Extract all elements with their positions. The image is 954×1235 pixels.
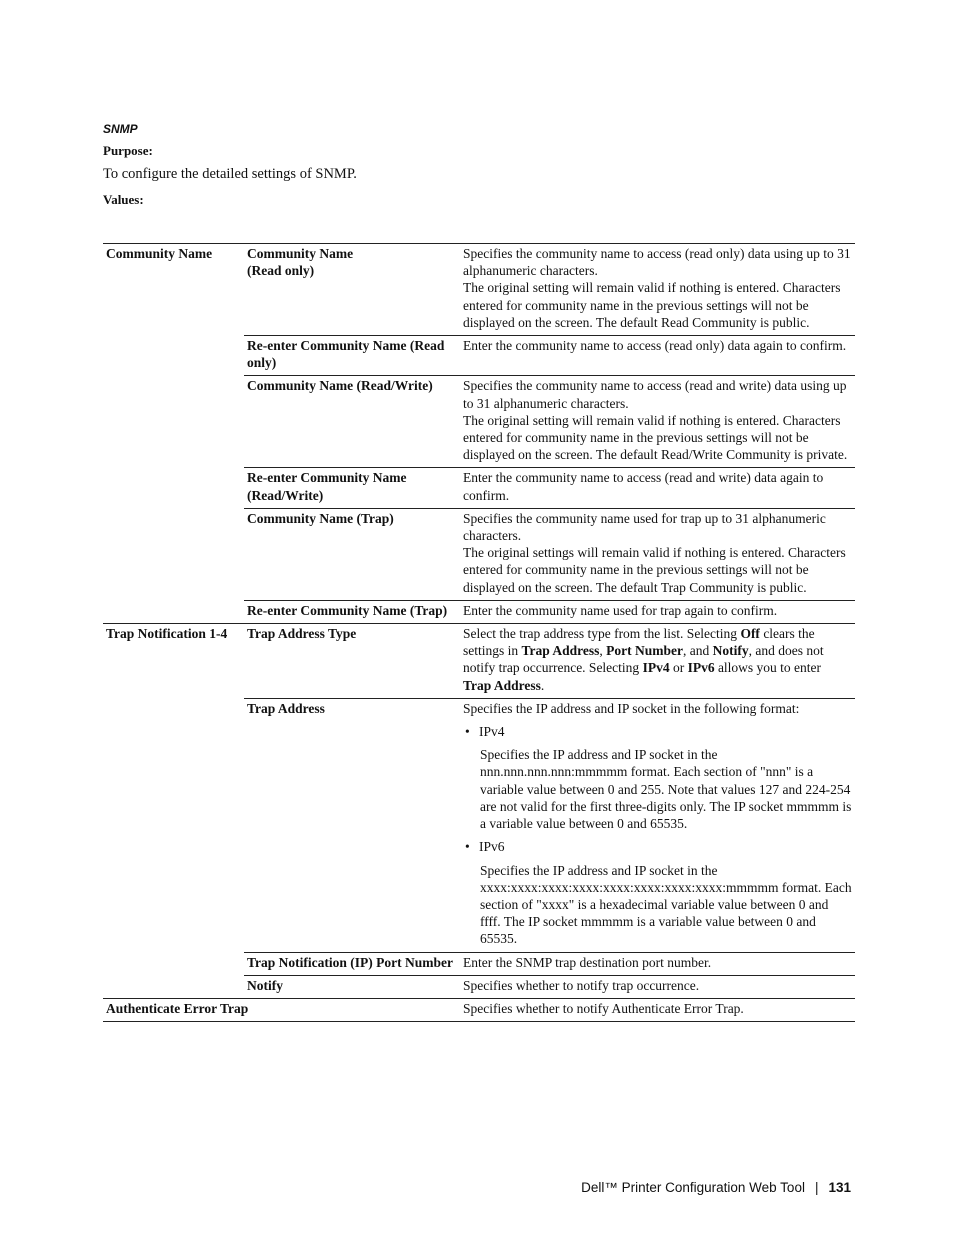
table-row bbox=[103, 508, 855, 600]
list-item-desc: Specifies the IP address and IP socket in the nnn.nnn.nnn.nnn:mmmmm format. Each section of "nnn" is a variable value between 0 and 255. Note that values 127 and 224-254 are not valid for the first three-digits only. The IP socket mmmmm is a variable value between 0 and 65535. bbox=[480, 747, 852, 832]
item-name: Community Name bbox=[247, 246, 354, 261]
group-cell-empty bbox=[103, 468, 244, 508]
desc-text: Select the trap address type from the list. Selecting bbox=[463, 626, 741, 642]
group-authenticate-error-trap: Authenticate Error Trap bbox=[103, 998, 460, 1021]
desc-keyword: IPv6 bbox=[687, 660, 715, 676]
desc-text: clears the settings in bbox=[463, 626, 815, 659]
desc-text: Enter the community name used for trap again to confirm. bbox=[460, 600, 855, 623]
desc-text: or bbox=[669, 660, 688, 676]
desc-text: Enter the SNMP trap destination port number. bbox=[460, 952, 855, 975]
page-number: 131 bbox=[828, 1180, 851, 1195]
table-row bbox=[103, 998, 855, 1021]
item-name: Trap Address Type bbox=[244, 624, 460, 699]
group-community-name: Community Name bbox=[103, 244, 244, 336]
table-row bbox=[103, 698, 855, 952]
group-cell-empty bbox=[103, 698, 244, 952]
desc-cell bbox=[460, 376, 855, 468]
desc-cell bbox=[460, 508, 855, 600]
group-cell-empty bbox=[103, 600, 244, 623]
list-item-label: IPv4 bbox=[479, 724, 505, 740]
desc-text: Enter the community name to access (read only) data again to confirm. bbox=[460, 336, 855, 376]
group-cell-empty bbox=[103, 508, 244, 600]
desc-text: Specifies the community name used for trap up to 31 alphanumeric characters. bbox=[463, 510, 826, 544]
table-row bbox=[103, 952, 855, 975]
table-row bbox=[103, 244, 855, 336]
item-name: Notify bbox=[244, 975, 460, 998]
item-name: Community Name (Trap) bbox=[244, 508, 460, 600]
desc-keyword: Port Number bbox=[606, 643, 684, 659]
item-name: Trap Notification (IP) Port Number bbox=[244, 952, 460, 975]
purpose-text: To configure the detailed settings of SNMP. bbox=[103, 166, 357, 182]
desc-text: Specifies the IP address and IP socket in the following format: bbox=[463, 700, 800, 716]
item-name: Re-enter Community Name (Read only) bbox=[244, 336, 460, 376]
desc-text: The original setting will remain valid if nothing is entered. Characters entered for community name in the previous settings will not be displayed on the screen. The default Read/Write Community is private. bbox=[463, 412, 848, 463]
desc-text: The original settings will remain valid if nothing is entered. Characters entered for community name in the previous settings will not be displayed on the screen. The default Trap Community is public. bbox=[463, 545, 846, 595]
table-row bbox=[103, 600, 855, 623]
list-item-label: IPv6 bbox=[479, 839, 505, 855]
desc-text: Enter the community name to access (read and write) data again to confirm. bbox=[460, 468, 855, 508]
item-name: Community Name (Read/Write) bbox=[244, 376, 460, 468]
list-item bbox=[463, 723, 852, 740]
purpose-label: Purpose: bbox=[103, 143, 153, 158]
desc-text: , and does not notify trap occurrence. Selecting bbox=[463, 643, 824, 676]
desc-text: Specifies the community name to access (read only) data using up to 31 alphanumeric characters. bbox=[463, 246, 851, 279]
footer-title: Dell™ Printer Configuration Web Tool bbox=[581, 1180, 805, 1195]
desc-cell bbox=[460, 624, 855, 699]
desc-text: . bbox=[540, 677, 545, 693]
item-cell bbox=[244, 244, 460, 336]
section-title: SNMP bbox=[103, 122, 138, 136]
page-footer bbox=[581, 1180, 851, 1195]
list-item bbox=[463, 838, 852, 855]
item-name: Re-enter Community Name (Read/Write) bbox=[244, 468, 460, 508]
group-cell-empty bbox=[103, 975, 244, 998]
list-item-desc: Specifies the IP address and IP socket in the xxxx:xxxx:xxxx:xxxx:xxxx:xxxx:xxxx:xxxx:mmmmm format. Each section of "xxxx" is a hexadecimal variable value between 0 and ffff. The IP socket mmmmm is a variable value between 0 and 65535. bbox=[480, 862, 852, 947]
desc-keyword: Off bbox=[740, 626, 760, 642]
desc-text: Specifies the community name to access (read and write) data using up to 31 alphanumeric characters. bbox=[463, 378, 847, 411]
desc-cell bbox=[460, 698, 855, 952]
desc-text: Specifies whether to notify trap occurrence. bbox=[460, 975, 855, 998]
table-row bbox=[103, 975, 855, 998]
desc-keyword: Trap Address bbox=[463, 677, 541, 693]
group-cell-empty bbox=[103, 952, 244, 975]
desc-text: allows you to enter bbox=[714, 660, 822, 676]
item-name: Re-enter Community Name (Trap) bbox=[244, 600, 460, 623]
desc-keyword: IPv4 bbox=[642, 660, 670, 676]
bullet-icon: • bbox=[465, 839, 470, 855]
table-row bbox=[103, 468, 855, 508]
desc-cell bbox=[460, 244, 855, 336]
desc-text: , and bbox=[683, 643, 713, 659]
desc-keyword: Notify bbox=[712, 643, 749, 659]
table-row bbox=[103, 376, 855, 468]
table-row bbox=[103, 336, 855, 376]
desc-text: Specifies whether to notify Authenticate Error Trap. bbox=[460, 998, 855, 1021]
values-label: Values: bbox=[103, 192, 144, 207]
table-row bbox=[103, 624, 855, 699]
desc-keyword: Trap Address bbox=[521, 643, 600, 659]
item-name-qualifier: (Read only) bbox=[247, 263, 315, 279]
item-name: Trap Address bbox=[244, 698, 460, 952]
group-trap-notification: Trap Notification 1-4 bbox=[103, 624, 244, 699]
footer-separator: | bbox=[814, 1180, 819, 1195]
bullet-icon: • bbox=[465, 724, 470, 740]
group-cell-empty bbox=[103, 376, 244, 468]
desc-text: The original setting will remain valid if nothing is entered. Characters entered for community name in the previous settings will not be displayed on the screen. The default Read Community is public. bbox=[463, 280, 841, 330]
group-cell-empty bbox=[103, 336, 244, 376]
values-table bbox=[103, 243, 855, 1022]
desc-text: , bbox=[599, 643, 607, 659]
